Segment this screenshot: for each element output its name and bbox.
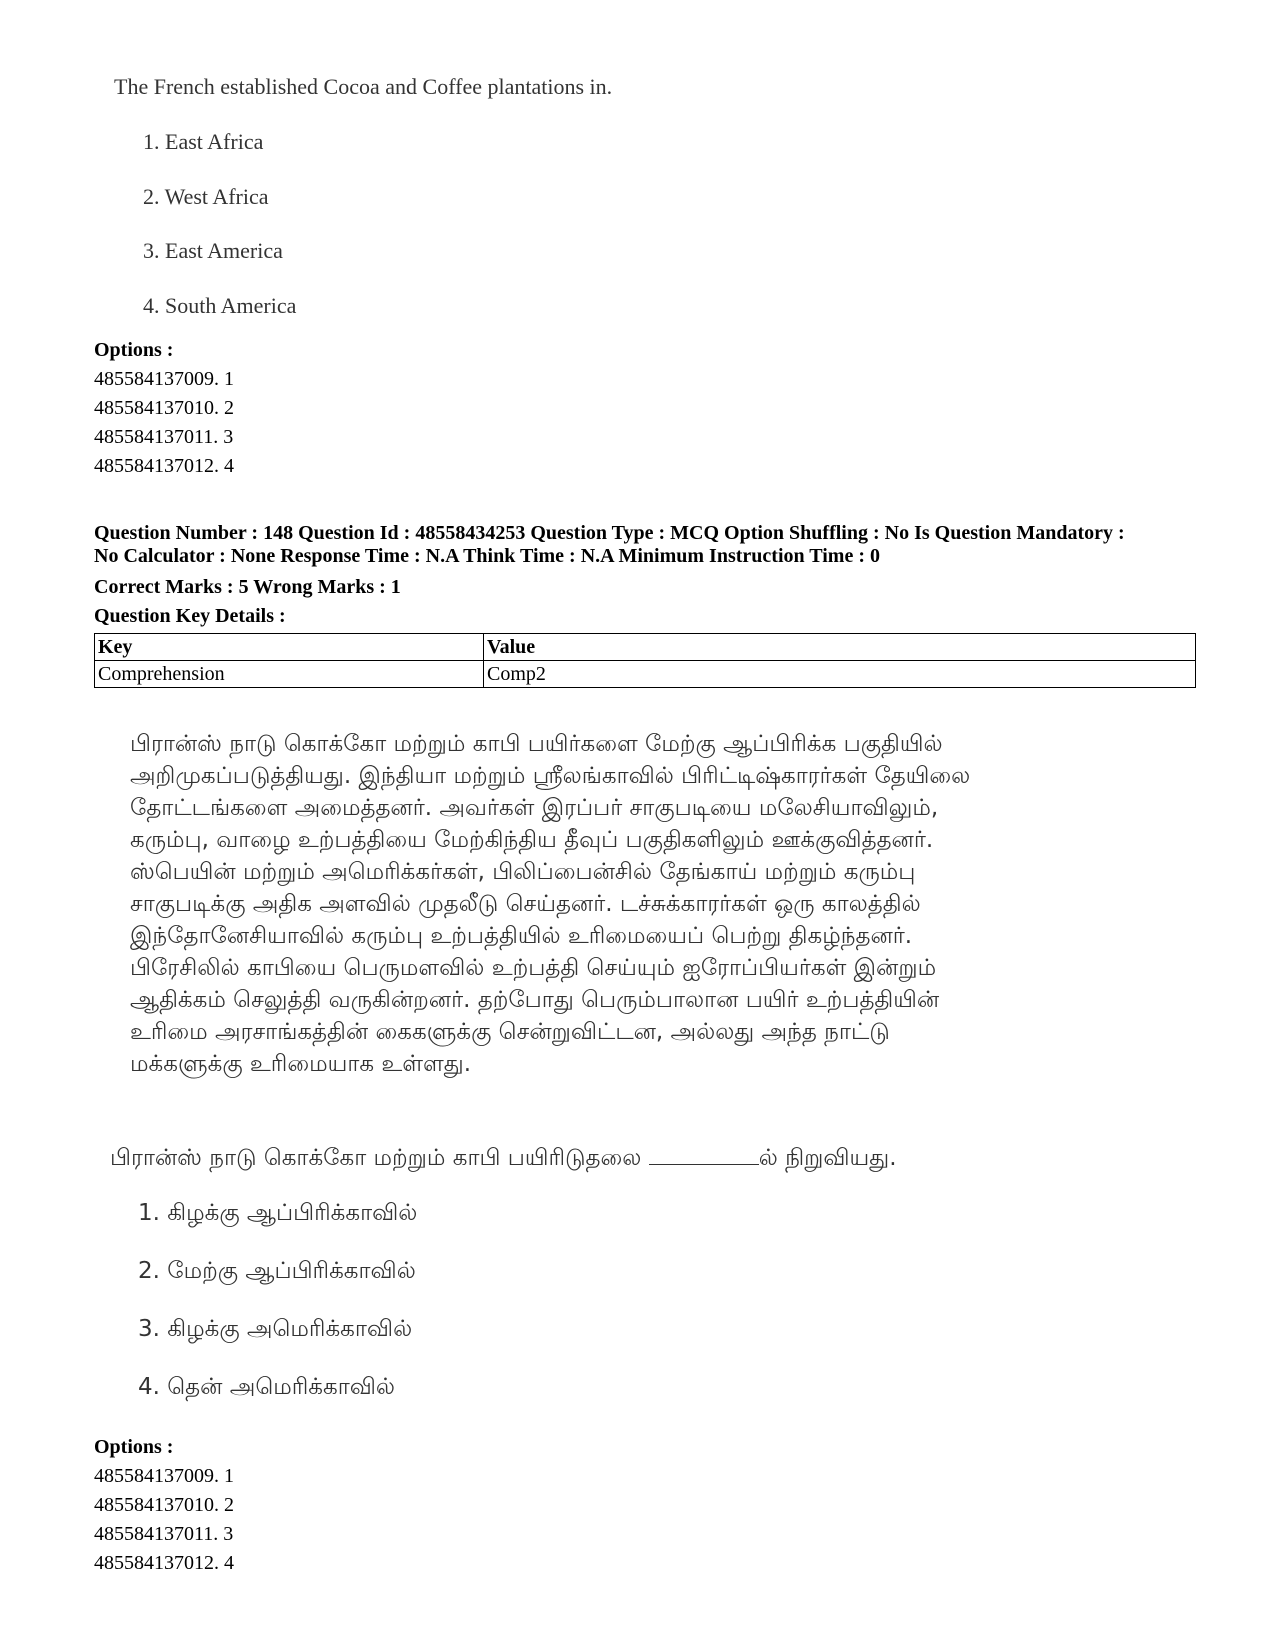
- option-id-1: 485584137009. 1: [94, 1465, 234, 1487]
- tamil-choice-3: 3. கிழக்கு அமெரிக்காவில்: [138, 1316, 413, 1342]
- tamil-stem-after: ல் நிறுவியது.: [758, 1145, 897, 1171]
- question-meta: [94, 522, 1204, 568]
- passage-line: ஆதிக்கம் செலுத்தி வருகின்றனர். தற்போது பெரும்பாலான பயிர் உற்பத்தியின்: [130, 987, 940, 1013]
- passage-line: பிரான்ஸ் நாடு கொக்கோ மற்றும் காபி பயிர்களை மேற்கு ஆப்பிரிக்க பகுதியில்: [130, 731, 943, 757]
- fill-in-blank: [649, 1144, 759, 1165]
- prev-choice-2: 2. West Africa: [143, 184, 269, 209]
- prev-choice-3: 3. East America: [143, 238, 283, 263]
- table-row: [95, 661, 1196, 688]
- options-block: [94, 1433, 234, 1578]
- prev-option-id-1: 485584137009. 1: [94, 368, 234, 390]
- comprehension-passage: [130, 728, 1190, 1080]
- key-details-table: [94, 633, 1196, 688]
- option-id-2: 485584137010. 2: [94, 1494, 234, 1516]
- options-heading: Options :: [94, 1436, 174, 1458]
- passage-line: இந்தோனேசியாவில் கரும்பு உற்பத்தியில் உரிமையைப் பெற்று திகழ்ந்தனர்.: [130, 923, 913, 949]
- tamil-choice-1: 1. கிழக்கு ஆப்பிரிக்காவில்: [138, 1200, 418, 1226]
- tamil-stem-before: பிரான்ஸ் நாடு கொக்கோ மற்றும் காபி பயிரிடுதலை: [110, 1145, 649, 1171]
- key-details-title: Question Key Details :: [94, 605, 286, 627]
- passage-line: உரிமை அரசாங்கத்தின் கைகளுக்கு சென்றுவிட்டன, அல்லது அந்த நாட்டு: [130, 1019, 890, 1045]
- option-id-3: 485584137011. 3: [94, 1523, 234, 1545]
- prev-options-block: [94, 336, 234, 481]
- question-meta-line-2: No Calculator : None Response Time : N.A Think Time : N.A Minimum Instruction Time : 0: [94, 545, 880, 567]
- prev-option-id-2: 485584137010. 2: [94, 397, 234, 419]
- prev-option-id-3: 485584137011. 3: [94, 426, 234, 448]
- passage-line: மக்களுக்கு உரிமையாக உள்ளது.: [130, 1051, 472, 1077]
- prev-choice-4: 4. South America: [143, 293, 297, 318]
- passage-line: சாகுபடிக்கு அதிக அளவில் முதலீடு செய்தனர். டச்சுக்காரர்கள் ஒரு காலத்தில்: [130, 891, 921, 917]
- table-cell-value: Comp2: [484, 661, 1196, 688]
- prev-options-heading: Options :: [94, 339, 174, 361]
- question-meta-line-1: Question Number : 148 Question Id : 48558434253 Question Type : MCQ Option Shuffling : No Is Question Mandatory :: [94, 522, 1125, 544]
- option-id-4: 485584137012. 4: [94, 1552, 234, 1574]
- tamil-choice-4: 4. தென் அமெரிக்காவில்: [138, 1374, 395, 1400]
- tamil-choice-2: 2. மேற்கு ஆப்பிரிக்காவில்: [138, 1258, 416, 1284]
- passage-line: அறிமுகப்படுத்தியது. இந்தியா மற்றும் ஸ்ரீலங்காவில் பிரிட்டிஷ்காரர்கள் தேயிலை: [130, 763, 971, 789]
- question-marks: Correct Marks : 5 Wrong Marks : 1: [94, 576, 401, 598]
- passage-line: தோட்டங்களை அமைத்தனர். அவர்கள் இரப்பர் சாகுபடியை மலேசியாவிலும்,: [130, 795, 939, 821]
- prev-question-stem: The French established Cocoa and Coffee plantations in.: [114, 74, 613, 99]
- table-cell-key: Comprehension: [95, 661, 484, 688]
- passage-line: கரும்பு, வாழை உற்பத்தியை மேற்கிந்திய தீவுப் பகுதிகளிலும் ஊக்குவித்தனர்.: [130, 827, 934, 853]
- tamil-question-stem: [110, 1144, 897, 1174]
- passage-line: ஸ்பெயின் மற்றும் அமெரிக்கர்கள், பிலிப்பைன்சில் தேங்காய் மற்றும் கரும்பு: [130, 859, 916, 885]
- passage-line: பிரேசிலில் காபியை பெருமளவில் உற்பத்தி செய்யும் ஐரோப்பியர்கள் இன்றும்: [130, 955, 937, 981]
- prev-choice-1: 1. East Africa: [143, 129, 264, 154]
- table-header-value: Value: [484, 634, 1196, 661]
- table-header-row: [95, 634, 1196, 661]
- prev-option-id-4: 485584137012. 4: [94, 455, 234, 477]
- table-header-key: Key: [95, 634, 484, 661]
